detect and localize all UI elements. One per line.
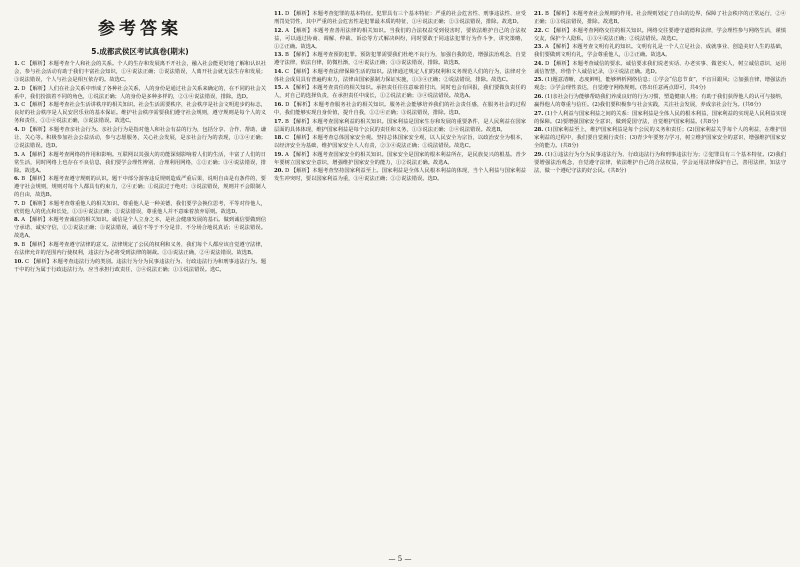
answer-text: C 【解析】本题考查法律保障生活的知识。法律通过规定人们的权利和义务规范人们的行为，法律对全体社会成员具有普遍约束力，法律由国家强制力保证实施，①③④正确；②说法错误，排除。故选C。: [274, 68, 526, 83]
page-title: 参考答案: [98, 19, 182, 39]
question-number: 6.: [14, 176, 20, 183]
question-number: 17.: [274, 118, 284, 125]
answer-text: B 【解析】本题考查遵守法律的意义。法律规定了公民的权利和义务，我们每个人都应该自觉遵守法律，在法律允许的范围内行使权利，违法行为必将受到法律的制裁。①③说法正确，②④说法错误。故选B。: [14, 242, 266, 257]
answer-item: [274, 134, 526, 150]
answer-item: [534, 27, 786, 43]
answer-item: [14, 101, 266, 125]
answer-text: D 【解析】本题考查诚信的要求。诚信要求我们说老实话、办老实事、做老实人，树立诚信意识，运用诚信智慧，珍惜个人诚信记录，③④说法正确。选D。: [534, 60, 786, 75]
page-number: — 5 —: [388, 555, 412, 563]
answer-text: D 【解析】本题考查亲社会行为。亲社会行为是指对他人和社会有益的行为，包括分享、合作、帮助、谦让、关心等。积极参加社会公益活动，参与志愿服务，关心社会发展，是亲社会行为的表现，①③④正确；②说法错误。选D。: [14, 126, 266, 149]
question-number: 19.: [274, 151, 284, 158]
answer-item: [274, 84, 526, 100]
answer-item: [534, 110, 786, 126]
question-number: 22.: [534, 27, 544, 34]
answer-text: A 【解析】本题考查网络的作用和影响。互联网以其强大的功能深刻影响着人们的生活，丰富了人们的日常生活，同时网络上也存在不良信息，我们要学会理性辨别、合理利用网络，①②正确；③④说法错误，排除。故选A。: [14, 151, 266, 174]
question-number: 5.: [14, 151, 20, 158]
question-number: 9.: [14, 242, 20, 249]
answer-item: [14, 126, 266, 150]
exam-subtitle: 5.成都武侯区考试真卷(期末): [91, 47, 189, 56]
answer-text: C 【解析】本题考查社会生活讲秩序的相关知识。社会生活需要秩序，社会秩序是社会文明进步的标志，良好的社会秩序是人民安居乐业的基本保证。维护社会秩序需要我们遵守社会规则，遵守规则是每个人的义务和责任，①②④说法正确，③说法错误。故选C。: [14, 102, 266, 125]
question-number: 16.: [274, 102, 284, 109]
answer-text: D 【解析】本题考查服务社会的相关知识。服务社会能够培养我们的社会责任感，在服务社会的过程中，我们能够实现自身价值，提升自我，①②④正确；③说法错误，排除。选D。: [274, 102, 526, 117]
answer-text: A 【解析】本题考查诚信的相关知识。诚信是个人立身之本，是社会健康发展的基石。做到诚信要做到信守承诺、诚实守信，①②说法正确；③说法错误，诚信不等于不分是非、不分场合地说真话；④说法错误。故选A。: [14, 217, 266, 240]
answer-item: [14, 241, 266, 257]
question-number: 3.: [14, 102, 20, 109]
answer-item: [534, 60, 786, 76]
column-3: [534, 10, 786, 545]
answer-item: [274, 10, 526, 26]
answer-columns: [14, 10, 786, 545]
answer-text: D 【解析】人们在社会关系中形成了各种社会关系，人的身份是通过社会关系来确定的，在不同的社会关系中，我们扮演着不同的角色，①说法正确；人的身份是多种多样的，②③④说法错误，排除。选D。: [14, 85, 266, 100]
answer-item: [14, 151, 266, 175]
answer-text: (1)①违法行为分为民事违法行为、行政违法行为和刑事违法行为；②犯罪具有三个基本特征。(2)我们要增强法治观念，自觉遵守法律，依法维护自己的合法权益，学会运用法律保护自己，善用法律，知法守法，做一个遵纪守法的好公民。(共8分): [534, 151, 786, 174]
answer-item: [274, 118, 526, 134]
answer-text: B 【解析】本题考查预防犯罪。预防犯罪需要我们杜绝不良行为，加强自我防范，增强法治观念，自觉遵守法律，依法自律，防微杜渐，②④说法正确；①③说法错误，排除。故选B。: [274, 52, 526, 67]
question-number: 15.: [274, 85, 284, 92]
answer-item: [14, 216, 266, 240]
answer-text: B 【解析】本题考查社会规则的作用。社会规则划定了自由的边界，保障了社会秩序的正常运行，②④正确；①③说法错误，排除。故选B。: [534, 11, 786, 26]
answer-item: [274, 151, 526, 167]
answer-item: [534, 43, 786, 59]
answer-text: D 【解析】本题考查尊重他人的相关知识。尊重他人是一种美德，我们要学会换位思考，平等对待他人，欣赏他人的优点和长处，①③④说法正确；②说法错误，尊重他人并不意味着放弃原则。故选D。: [14, 200, 266, 215]
question-number: 25.: [534, 77, 544, 84]
question-number: 21.: [534, 11, 544, 17]
answer-text: (1)国家利益至上，维护国家利益是每个公民的义务和责任；(2)国家利益关乎每个人的利益，在维护国家利益的过程中，我们要自觉履行责任；(3)青少年要努力学习，树立维护国家安全的意识，增强维护国家安全的能力。(共8分): [534, 127, 786, 150]
question-number: 2.: [14, 85, 20, 92]
answer-item: [534, 93, 786, 109]
question-number: 7.: [14, 200, 20, 207]
question-number: 4.: [14, 126, 20, 133]
question-number: 24.: [534, 60, 544, 67]
answer-item: [274, 51, 526, 67]
column-1: [14, 10, 266, 545]
question-number: 20.: [274, 168, 284, 175]
question-number: 23.: [534, 44, 544, 51]
answer-text: A 【解析】本题考查文明有礼的知识。文明有礼是一个人立足社会、成就事业、创造美好人生的基础，我们要做到文明有礼，学会尊重他人，①②正确。故选A。: [534, 44, 786, 59]
answer-item: [14, 200, 266, 216]
answer-text: D 【解析】本题考查犯罪的基本特征。犯罪具有三个基本特征：严重的社会危害性、刑事违法性、应受刑罚处罚性，其中严重的社会危害性是犯罪最本质的特征，①④说法正确；②③说法错误，排除。故选D。: [274, 11, 526, 26]
column-2: [274, 10, 526, 545]
answer-list: [534, 10, 786, 175]
question-number: 8.: [14, 217, 20, 224]
answer-text: (1)个人利益与国家利益之间的关系：国家利益是全体人民的根本利益，国家利益的实现是人民利益实现的保障。(2)要增强国家安全意识，做到爱国守法，自觉维护国家利益。(共8分): [534, 110, 786, 125]
question-number: 10.: [14, 258, 24, 265]
answer-item: [14, 175, 266, 199]
answer-item: [534, 126, 786, 150]
answer-text: C 【解析】本题考查违法行为的类别。违法行为分为民事违法行为、行政违法行为和刑事违法行为。题干中的行为属于行政违法行为，应当承担行政责任，②④说法正确；①③说法错误。选C。: [14, 258, 266, 273]
answer-text: A 【解析】本题考查国家安全的相关知识。国家安全是国家的根本利益所在，是民族复兴的根基。青少年要树立国家安全意识，增强维护国家安全的能力，①②说法正确。故选A。: [274, 151, 526, 166]
answer-item: [274, 68, 526, 84]
question-number: 28.: [534, 127, 544, 134]
answer-item: [534, 10, 786, 26]
question-number: 18.: [274, 135, 284, 142]
question-number: 12.: [274, 27, 284, 34]
answer-text: A 【解析】本题考查善用法律的相关知识。当我们的合法权益受到侵害时，要依法维护自己的合法权益，可以通过协商、调解、仲裁、诉讼等方式解决纠纷，同时要敢于同违法犯罪行为作斗争，讲究策略，①②正确。故选A。: [274, 27, 526, 50]
answer-text: B 【解析】本题考查国家利益的相关知识。国家利益是国家生存和发展的重要条件，是人民利益在国家层面的具体体现，维护国家利益是每个公民的责任和义务，①③说法正确；②④说法错误。故选B。: [274, 118, 526, 133]
question-number: 26.: [534, 93, 544, 100]
answer-list: [14, 60, 266, 274]
question-number: 14.: [274, 68, 284, 75]
answer-text: A 【解析】本题考查责任的相关知识。承担责任往往意味着付出，同时也会有回报，我们要做负责任的人，对自己的选择负责，在承担责任中成长，①②说法正确；③④说法错误。故选A。: [274, 85, 526, 100]
answer-item: [14, 60, 266, 84]
answer-text: (1)亲社会行为能够帮助我们养成良好的行为习惯，塑造健康人格；有助于我们获得他人的认可与接纳，赢得他人的尊重与信任。(2)我们要积极参与社会实践，关注社会发展，养成亲社会行为。(共6分): [534, 93, 786, 109]
answer-text: (1)题意清晰，态度鲜明，能够辨析网络信息；①学会“信息节食”，不盲目跟风；②加强自律，增强法治观念；③学会理性表达，自觉遵守网络规则。(答出任意两点即可，共4分): [534, 77, 786, 92]
answer-text: B 【解析】本题考查遵守规则的认识。题干中部分游客违反规则造成严重后果，说明自由是有条件的，要遵守社会规则，规则对每个人都具有约束力，②④正确；①说法过于绝对；③说法错误，规则并不会限制人的自由，故选B。: [14, 176, 266, 199]
answer-text: C 【解析】本题考查总体国家安全观。坚持总体国家安全观，以人民安全为宗旨，以政治安全为根本，以经济安全为基础，维护国家安全人人有责，②③④说法正确；①说法错误。故选C。: [274, 135, 526, 150]
question-number: 11.: [274, 11, 284, 17]
answer-item: [274, 27, 526, 51]
answer-item: [534, 151, 786, 175]
question-number: 27.: [534, 110, 544, 117]
answer-list: [274, 10, 526, 183]
question-number: 13.: [274, 52, 284, 59]
answer-item: [534, 76, 786, 92]
answer-text: C 【解析】本题考查网络交往的相关知识。网络交往要遵守道德和法律，学会理性参与网络生活，谨慎交友，保护个人隐私，①③④说法正确；②说法错误。故选C。: [534, 27, 786, 42]
answer-item: [14, 258, 266, 274]
answer-item: [14, 85, 266, 101]
answer-item: [274, 101, 526, 117]
question-number: 29.: [534, 151, 544, 158]
answer-text: C 【解析】本题考查个人和社会的关系。个人的生存和发展离不开社会，融入社会能更好地了解和认识社会，参与社会活动有助于我们丰富社会知识，①④说法正确；②说法错误，人离开社会就无法生存和发展；③说法错误，个人与社会是相互依存的。故选C。: [14, 61, 266, 84]
question-number: 1.: [14, 61, 20, 67]
answer-text: D 【解析】本题考查坚持国家利益至上。国家利益是全体人民根本利益的体现，当个人利益与国家利益发生冲突时，要以国家利益为重，③④说法正确；①②说法错误。选D。: [274, 168, 526, 183]
answer-item: [274, 167, 526, 183]
